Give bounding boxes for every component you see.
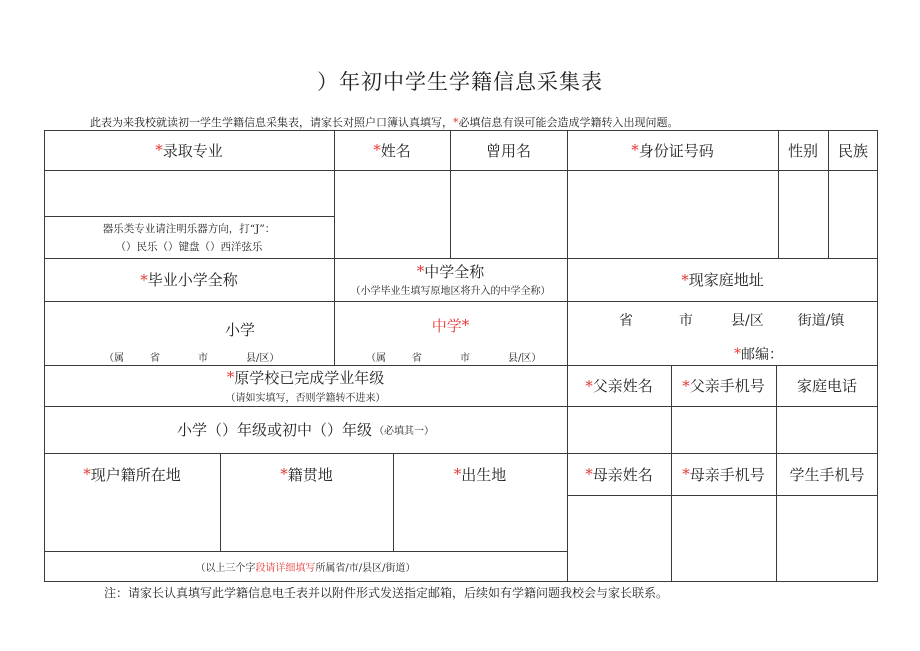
grid-line xyxy=(44,581,878,582)
grid-line xyxy=(877,130,878,582)
father-name-header: * 父亲姓名 xyxy=(585,376,653,395)
native-place-header: * 籍贯地 xyxy=(280,465,333,484)
grade-header: * 原学校已完成学业年级 xyxy=(226,368,385,387)
form-intro xyxy=(90,114,679,130)
id-number-header: * 身份证号码 xyxy=(631,141,714,160)
grid-line xyxy=(44,170,878,171)
name-header: * 姓名 xyxy=(373,141,411,160)
student-phone-header: 学生手机号 xyxy=(789,465,865,484)
mother-name-header: * 母亲姓名 xyxy=(585,465,653,484)
grid-line xyxy=(44,301,878,302)
middle-school-header: * 中学全称 xyxy=(416,262,485,281)
father-phone-header: * 父亲手机号 xyxy=(682,376,765,395)
instrument-options: （）民乐（）键盘（）西洋弦乐 xyxy=(115,240,263,253)
gender-header: 性别 xyxy=(787,141,818,160)
grade-note: （请如实填写，否则学籍转不进来） xyxy=(225,392,386,404)
intro-required-star: * xyxy=(453,116,459,129)
address-detail: 省 市 县/区 街道/镇 xyxy=(619,313,845,329)
registration-form-table xyxy=(44,130,878,582)
intro-text-a: 此表为来我校就读初一学生学籍信息采集表，请家长对照户口簿认真填写， xyxy=(90,116,453,129)
footer-note: 注：请家长认真填写此学籍信息电壬表并以附件形式发送指定邮箱，后续如有学籍问题我校会与家长联系。 xyxy=(104,586,669,600)
grade-options: 小学（）年级或初中（）年级 （必填其一） xyxy=(176,421,434,439)
form-title: ）年初中学生学籍信息采集表 xyxy=(317,70,603,94)
intro-text-b: 必填信息有误可能会造成学籍转入出现问题。 xyxy=(458,116,679,129)
ethnicity-header: 民族 xyxy=(837,141,868,160)
instrument-note: 器乐类专业请注明乐器方向，打“J”： xyxy=(102,222,276,235)
primary-school-header: * 毕业小学全称 xyxy=(140,270,238,289)
mother-phone-header: * 母亲手机号 xyxy=(682,465,765,484)
primary-affiliation: （属 省 市 县/区） xyxy=(104,352,280,364)
grid-line xyxy=(567,495,878,496)
middle-school-suffix: 中学 * xyxy=(431,316,470,335)
hukou-header: * 现户籍所在地 xyxy=(83,465,181,484)
postcode-label: * 邮编： xyxy=(734,346,783,363)
home-phone-header: 家庭电话 xyxy=(796,377,857,395)
address-detail-note: （以上三个字 段请详细填写 所属省/市/县区/街道） xyxy=(195,562,416,574)
former-name-header: 曾用名 xyxy=(485,141,531,160)
birthplace-header: * 出生地 xyxy=(453,465,507,484)
middle-affiliation: （属 省 市 县/区） xyxy=(366,352,542,364)
middle-school-note: （小学毕业生填写原地区将升入的中学全称） xyxy=(350,285,551,297)
primary-school-suffix: 小学 xyxy=(224,320,255,339)
major-header: * 录取专业 xyxy=(155,141,223,160)
address-header: * 现家庭地址 xyxy=(681,270,764,289)
grid-line xyxy=(44,130,45,582)
